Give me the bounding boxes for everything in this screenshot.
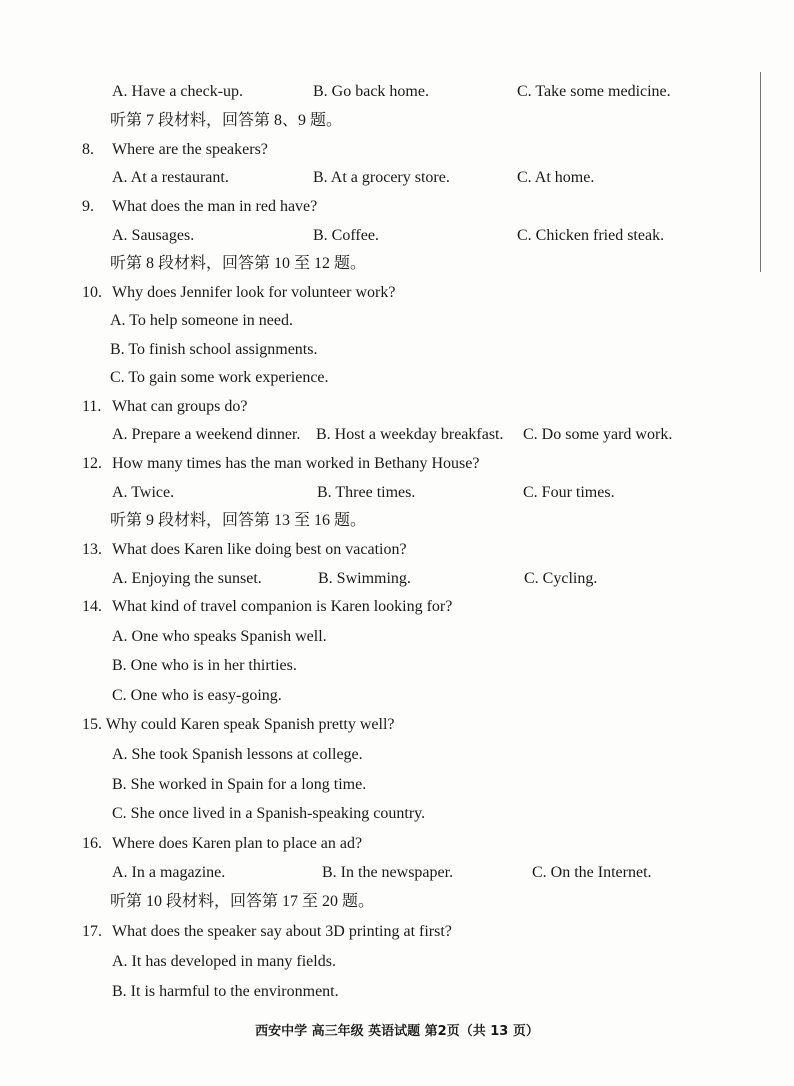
q16-options	[0, 863, 794, 883]
question-number: 13.	[82, 541, 102, 558]
q12-option-a: A. Twice.	[112, 484, 175, 501]
q13-option-b: B. Swimming.	[318, 570, 411, 587]
q13-options	[0, 569, 794, 589]
q11-option-b: B. Host a weekday breakfast.	[316, 426, 504, 443]
q7-option-c: C. Take some medicine.	[517, 83, 671, 100]
q8-options	[0, 168, 794, 188]
q16-option-c: C. On the Internet.	[532, 864, 652, 881]
question-number: 9.	[82, 198, 94, 215]
question-14	[82, 597, 452, 617]
q9-options	[0, 226, 794, 246]
q17-option-b: B. It is harmful to the environment.	[112, 983, 339, 1000]
page-footer: 西安中学 高三年级 英语试题 第2页（共 13 页）	[255, 1024, 539, 1039]
question-number: 16.	[82, 835, 102, 852]
section-7-instruction: 听第 7 段材料，回答第 8、9 题。	[110, 112, 343, 129]
section-8-instruction: 听第 8 段材料，回答第 10 至 12 题。	[110, 255, 367, 272]
question-number: 10.	[82, 284, 102, 301]
question-text: What does Karen like doing best on vacation?	[112, 541, 407, 558]
section-10-instruction: 听第 10 段材料，回答第 17 至 20 题。	[110, 893, 375, 910]
q15-option-b: B. She worked in Spain for a long time.	[112, 776, 367, 793]
question-number: 17.	[82, 923, 102, 940]
q17-option-a: A. It has developed in many fields.	[112, 953, 336, 970]
q15-option-a: A. She took Spanish lessons at college.	[112, 746, 363, 763]
question-8	[82, 140, 268, 160]
q15-option-c: C. She once lived in a Spanish-speaking country.	[112, 805, 426, 822]
question-10	[82, 283, 395, 303]
question-number: 11.	[82, 398, 102, 415]
question-text: Where are the speakers?	[112, 141, 268, 158]
question-number: 8.	[82, 141, 94, 158]
q9-option-b: B. Coffee.	[313, 227, 379, 244]
question-17	[82, 922, 452, 942]
q7-option-b: B. Go back home.	[313, 83, 429, 100]
q9-option-a: A. Sausages.	[112, 227, 195, 244]
question-text: Why could Karen speak Spanish pretty well?	[105, 716, 395, 733]
q12-option-b: B. Three times.	[317, 484, 416, 501]
q7-option-a: A. Have a check-up.	[112, 83, 244, 100]
question-text: What can groups do?	[112, 398, 248, 415]
question-11	[82, 397, 248, 417]
q14-option-a: A. One who speaks Spanish well.	[112, 628, 327, 645]
question-text: How many times has the man worked in Bethany House?	[112, 455, 480, 472]
q14-option-c: C. One who is easy-going.	[112, 687, 282, 704]
q13-option-a: A. Enjoying the sunset.	[112, 570, 262, 587]
q11-options	[0, 425, 794, 445]
question-number: 12.	[82, 455, 102, 472]
q7-options	[0, 82, 794, 102]
q13-option-c: C. Cycling.	[524, 570, 598, 587]
q10-option-c: C. To gain some work experience.	[110, 369, 329, 386]
question-15	[82, 715, 395, 735]
question-number: 15.	[82, 716, 102, 733]
q11-option-a: A. Prepare a weekend dinner.	[112, 426, 301, 443]
scan-edge-line	[760, 72, 761, 272]
question-13	[82, 540, 407, 560]
q10-option-a: A. To help someone in need.	[110, 312, 293, 329]
q8-option-c: C. At home.	[517, 169, 595, 186]
q12-option-c: C. Four times.	[523, 484, 615, 501]
q8-option-b: B. At a grocery store.	[313, 169, 450, 186]
q9-option-c: C. Chicken fried steak.	[517, 227, 665, 244]
section-9-instruction: 听第 9 段材料，回答第 13 至 16 题。	[110, 512, 367, 529]
q10-option-b: B. To finish school assignments.	[110, 341, 318, 358]
question-16	[82, 834, 362, 854]
q14-option-b: B. One who is in her thirties.	[112, 657, 297, 674]
q12-options	[0, 483, 794, 503]
q16-option-b: B. In the newspaper.	[322, 864, 454, 881]
question-9	[82, 197, 317, 217]
q11-option-c: C. Do some yard work.	[523, 426, 673, 443]
question-text: What kind of travel companion is Karen looking for?	[112, 598, 453, 615]
question-text: What does the man in red have?	[112, 198, 318, 215]
question-number: 14.	[82, 598, 102, 615]
question-12	[82, 454, 479, 474]
q8-option-a: A. At a restaurant.	[112, 169, 229, 186]
question-text: What does the speaker say about 3D printing at first?	[112, 923, 452, 940]
question-text: Where does Karen plan to place an ad?	[112, 835, 363, 852]
q16-option-a: A. In a magazine.	[112, 864, 226, 881]
question-text: Why does Jennifer look for volunteer work?	[112, 284, 396, 301]
